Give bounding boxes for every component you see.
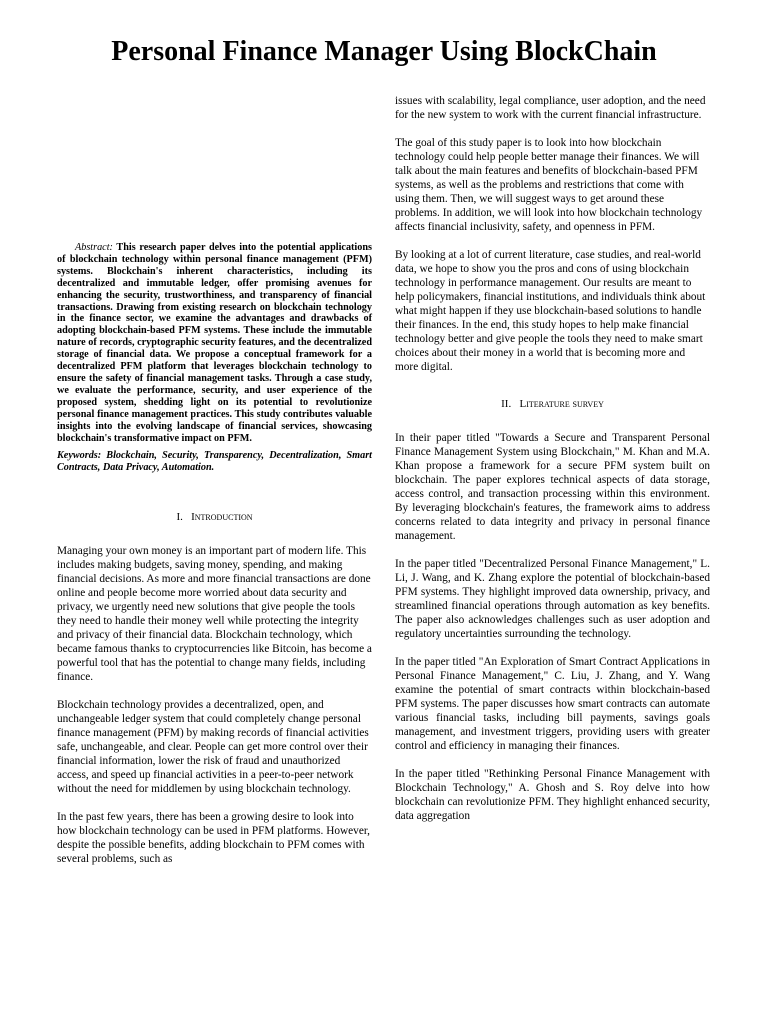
literature-paragraph: In their paper titled "Towards a Secure and Transparent Personal Finance Management System using Blockchain," M. Khan and M.A. Khan propose a framework for a secure PFM system built on blockchain. The paper explores technical aspects of data storage, access control, and transaction processing within this environment. By leveraging blockchain's features, the framework aims to address concerns related to data integrity and privacy in personal finance management. (395, 432, 710, 542)
right-column (395, 94, 710, 823)
intro-paragraph: The goal of this study paper is to look into how blockchain technology could help people better manage their finances. We will talk about the main features and benefits of blockchain-based PFM systems, as well as the problems and restrictions that come with using them. Then, we will suggest ways to get around these problems. In addition, we will look into how blockchain technology affects financial inclusivity, safety, and openness in PFM. (395, 137, 703, 233)
abstract-label: Abstract: (75, 242, 113, 253)
section-title: Introduction (191, 511, 253, 524)
left-column (57, 242, 372, 866)
abstract-text: This research paper delves into the potential applications of blockchain technology within personal finance management (PFM) systems. Blockchain's inherent characteristics, including its decentralized and immutable ledger, offer promising avenues for enhancing the security, trustworthiness, and transparency of financial transactions. Drawing from existing research on blockchain technology in the finance sector, we examine the advantages and drawbacks of adopting blockchain-based PFM systems. These include the immutable nature of records, cryptographic security features, and the decentralized storage of financial data. We propose a conceptual framework for a decentralized PFM platform that leverages blockchain technology to ensure the safety of financial management tasks. Through a case study, we evaluate the performance, security, and user experience of the proposed system, shedding light on its potential to revolutionize personal finance management practices. This study contributes valuable insights into the evolving landscape of financial services, showcasing blockchain's transformative impact on PFM. (57, 242, 372, 444)
intro-paragraph: In the past few years, there has been a growing desire to look into how blockchain technology can be used in PFM platforms. However, despite the possible benefits, adding blockchain to PFM comes with several problems, such as (57, 811, 370, 866)
keywords: Keywords: Blockchain, Security, Transparency, Decentralization, Smart Contracts, Data Privacy, Automation. (57, 450, 372, 474)
abstract (57, 242, 372, 444)
section-number: I. (176, 511, 183, 524)
section-number: II. (501, 398, 512, 410)
section-heading-introduction (57, 510, 372, 524)
intro-paragraph: Blockchain technology provides a decentralized, open, and unchangeable ledger system that could completely change personal finance management (PFM) by making records of financial activities safe, unchangeable, and clear. People can get more control over their financial information, lower the risk of fraud and unauthorized access, and speed up financial activities in a peer-to-peer network without the need for middlemen by using blockchain technology. (57, 699, 369, 796)
literature-paragraph: In the paper titled "An Exploration of Smart Contract Applications in Personal Finance Management," C. Liu, J. Zhang, and Y. Wang examine the potential of smart contracts within blockchain-based PFM systems. The paper discusses how smart contracts can automate various financial tasks, including bill payments, savings goals management, and investment triggers, providing users with greater control and efficiency in managing their finances. (395, 656, 710, 752)
literature-paragraph: In the paper titled "Decentralized Personal Finance Management," L. Li, J. Wang, and K. Zhang explore the potential of blockchain-based PFM systems. They highlight improved data ownership, privacy, and streamlined financial operations through automation as key benefits. The paper also acknowledges challenges such as user adoption and regulatory uncertainties surrounding the technology. (395, 558, 710, 640)
section-heading-literature-survey (395, 397, 710, 411)
paper-title: Personal Finance Manager Using BlockChain (111, 36, 657, 67)
intro-paragraph: By looking at a lot of current literature, case studies, and real-world data, we hope to show you the pros and cons of using blockchain technology in performance management. Our results are meant to help policymakers, financial institutions, and individuals think about what might happen if they use blockchain-based solutions to handle their finances. In the end, this study hopes to help make financial technology better and give people the tools they need to make smart choices about their money in a world that is becoming more and more digital. (395, 249, 706, 373)
literature-paragraph: In the paper titled "Rethinking Personal Finance Management with Blockchain Technology," A. Ghosh and S. Roy delve into how blockchain can revolutionize PFM. They highlight enhanced security, data aggregation (395, 768, 710, 822)
intro-paragraph: Managing your own money is an important part of modern life. This includes making budgets, saving money, spending, and making financial decisions. As more and more financial transactions are done online and people become more worried about data security and privacy, we urgently need new solutions that give people the tools they need to handle their money well while protecting the integrity and privacy of their financial data. Blockchain technology, which became famous thanks to cryptocurrencies like Bitcoin, has become a powerful tool that has the potential to change many fields, including finance. (57, 545, 372, 684)
section-title: Literature survey (519, 398, 604, 410)
intro-paragraph-continued: issues with scalability, legal compliance, user adoption, and the need for the new system to work with the current financial infrastructure. (395, 95, 706, 121)
